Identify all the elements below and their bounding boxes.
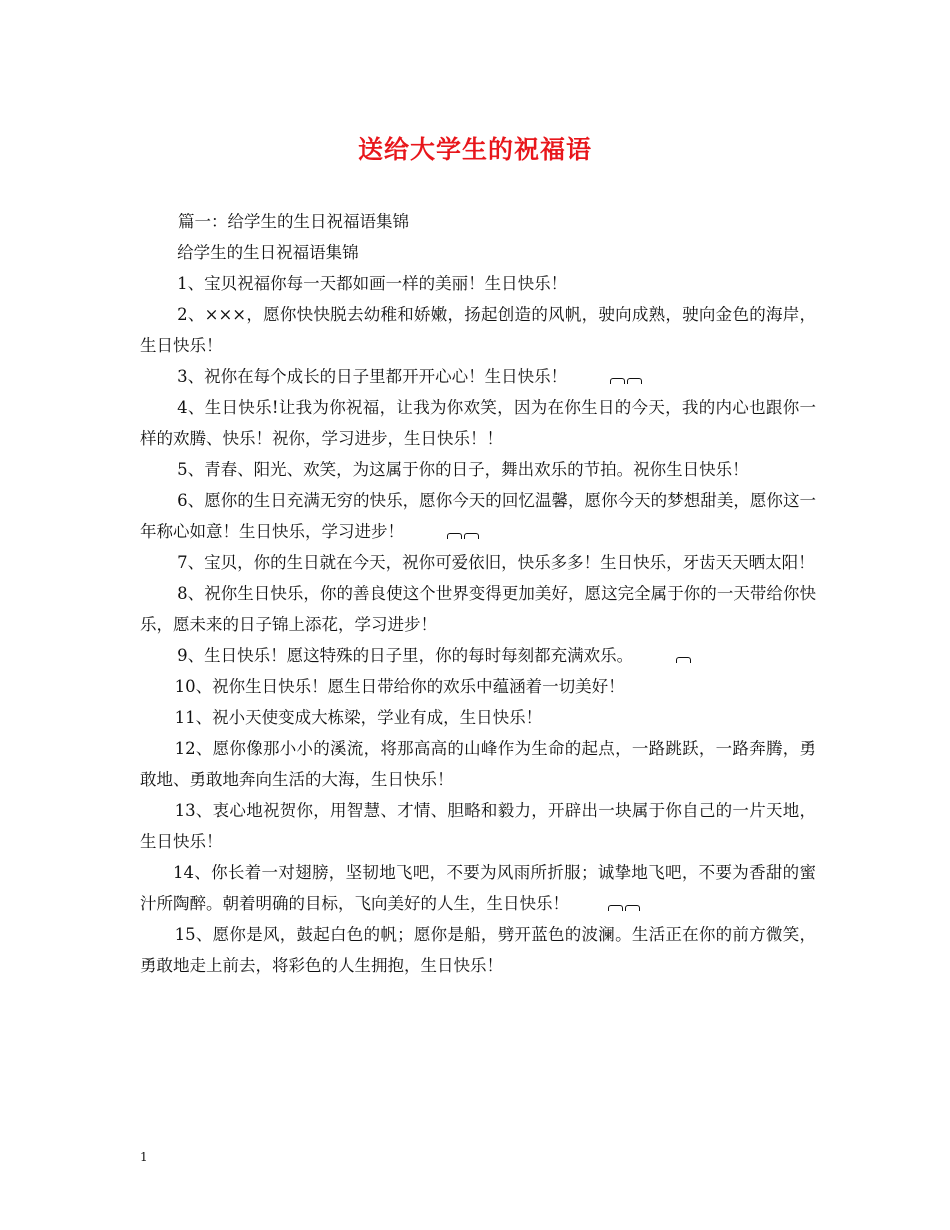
wish-item: 9、生日快乐！愿这特殊的日子里，你的每时每刻都充满欢乐。 bbox=[140, 640, 816, 671]
wish-item: 7、宝贝，你的生日就在今天，祝你可爱依旧，快乐多多！生日快乐，牙齿天天晒太阳！ bbox=[177, 553, 815, 572]
wish-item: 3、祝你在每个成长的日子里都开开心心！生日快乐！ bbox=[140, 361, 816, 392]
wish-item: 13、衷心地祝贺你，用智慧、才情、胆略和毅力，开辟出一块属于你自己的一片天地，生日快乐！ bbox=[140, 801, 816, 851]
wish-item: 5、青春、阳光、欢笑，为这属于你的日子，舞出欢乐的节拍。祝你生日快乐！ bbox=[177, 460, 749, 479]
document-body bbox=[140, 206, 816, 981]
emoticon-mark bbox=[410, 516, 481, 547]
page-number: 1 bbox=[140, 1150, 148, 1164]
wish-item: 14、你长着一对翅膀，坚韧地飞吧，不要为风雨所折服；诚挚地飞吧，不要为香甜的蜜汁所陶醉。朝着明确的目标，飞向美好的人生，生日快乐！ bbox=[140, 857, 816, 919]
emoticon-mark bbox=[575, 888, 642, 919]
wish-item: 2、×××，愿你快快脱去幼稚和娇嫩，扬起创造的风帆，驶向成熟，驶向金色的海岸，生日快乐！ bbox=[140, 305, 816, 355]
wish-item: 12、愿你像那小小的溪流，将那高高的山峰作为生命的起点，一路跳跃，一路奔腾，勇敢地、勇敢地奔向生活的大海，生日快乐！ bbox=[140, 739, 816, 789]
wish-item: 1、宝贝祝福你每一天都如画一样的美丽！生日快乐！ bbox=[177, 274, 568, 293]
document-title: 送给大学生的祝福语 bbox=[357, 135, 592, 164]
wish-item: 8、祝你生日快乐，你的善良使这个世界变得更加美好，愿这完全属于你的一天带给你快乐，愿未来的日子锦上添花，学习进步！ bbox=[140, 584, 816, 634]
emoticon-mark bbox=[639, 640, 693, 671]
emoticon-mark bbox=[573, 361, 644, 392]
wish-item: 15、愿你是风，鼓起白色的帆；愿你是船，劈开蓝色的波澜。生活正在你的前方微笑，勇敢地走上前去，将彩色的人生拥抱，生日快乐！ bbox=[140, 925, 816, 975]
subheading: 给学生的生日祝福语集锦 bbox=[177, 243, 359, 262]
wish-item: 4、生日快乐!让我为你祝福，让我为你欢笑，因为在你生日的今天，我的内心也跟你一样的欢腾、快乐！祝你，学习进步，生日快乐！！ bbox=[140, 398, 816, 448]
section-heading: 篇一：给学生的生日祝福语集锦 bbox=[177, 212, 409, 231]
wish-item: 11、祝小天使变成大栋梁，学业有成，生日快乐！ bbox=[174, 708, 543, 727]
wish-item: 10、祝你生日快乐！愿生日带给你的欢乐中蕴涵着一切美好！ bbox=[174, 677, 625, 696]
wish-item: 6、愿你的生日充满无穷的快乐，愿你今天的回忆温馨，愿你今天的梦想甜美，愿你这一年称心如意！生日快乐，学习进步！ bbox=[140, 485, 816, 547]
